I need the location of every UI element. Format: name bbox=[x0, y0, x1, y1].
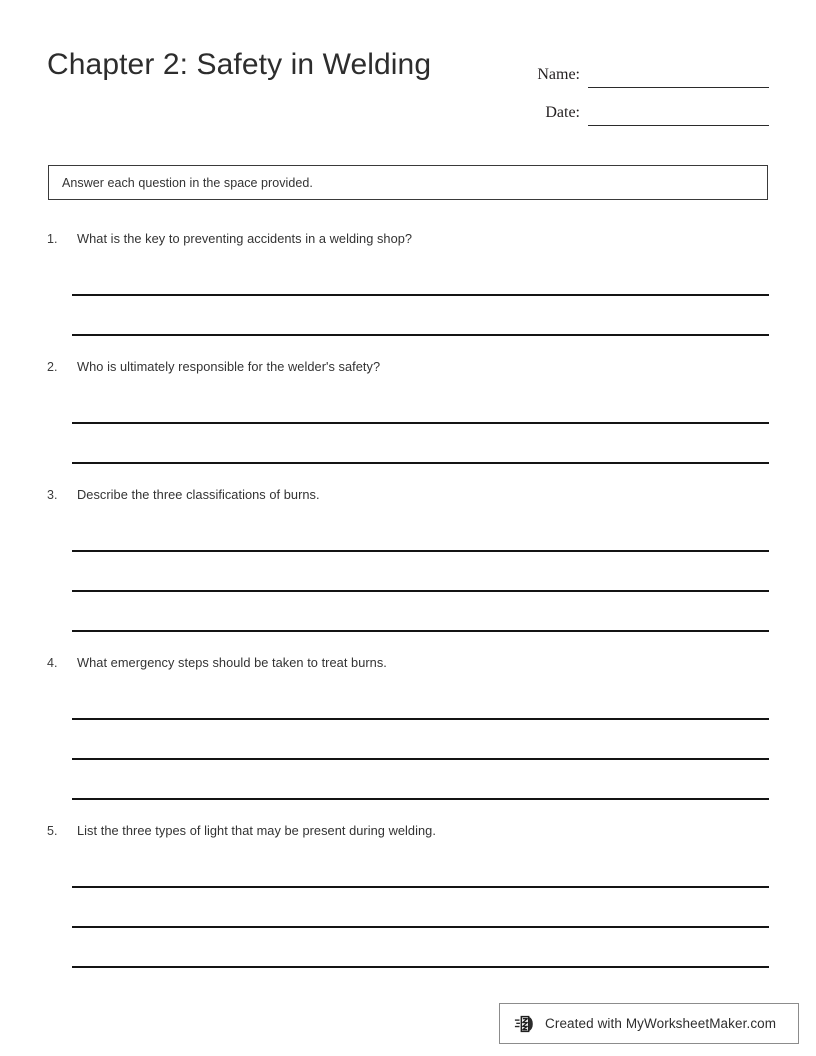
answer-area[interactable] bbox=[47, 256, 769, 336]
answer-line[interactable] bbox=[72, 720, 769, 760]
date-label: Date: bbox=[545, 104, 580, 121]
answer-line[interactable] bbox=[72, 592, 769, 632]
question-text: Describe the three classifications of burns. bbox=[77, 487, 320, 502]
question-number: 1. bbox=[47, 232, 58, 246]
worksheet-header bbox=[47, 44, 769, 124]
answer-line[interactable] bbox=[72, 552, 769, 592]
badge-label: Created with MyWorksheetMaker.com bbox=[545, 1016, 777, 1031]
question-heading bbox=[47, 654, 769, 672]
question-block bbox=[47, 486, 769, 632]
answer-area[interactable] bbox=[47, 384, 769, 464]
question-heading bbox=[47, 358, 769, 376]
answer-line[interactable] bbox=[72, 680, 769, 720]
question-number: 5. bbox=[47, 824, 58, 838]
question-text: Who is ultimately responsible for the welder's safety? bbox=[77, 359, 381, 374]
page-title: Chapter 2: Safety in Welding bbox=[47, 48, 432, 81]
answer-line[interactable] bbox=[72, 512, 769, 552]
question-text: List the three types of light that may be present during welding. bbox=[77, 823, 436, 838]
name-input-line[interactable] bbox=[588, 65, 769, 88]
question-number: 2. bbox=[47, 360, 58, 374]
answer-line[interactable] bbox=[72, 424, 769, 464]
answer-line[interactable] bbox=[72, 760, 769, 800]
question-block bbox=[47, 654, 769, 800]
question-number: 3. bbox=[47, 488, 58, 502]
question-text: What emergency steps should be taken to treat burns. bbox=[77, 655, 387, 670]
instructions-text: Answer each question in the space provided. bbox=[62, 175, 313, 190]
answer-area[interactable] bbox=[47, 680, 769, 800]
answer-line[interactable] bbox=[72, 296, 769, 336]
answer-line[interactable] bbox=[72, 928, 769, 968]
question-heading bbox=[47, 822, 769, 840]
question-heading bbox=[47, 230, 769, 248]
answer-area[interactable] bbox=[47, 848, 769, 968]
question-text: What is the key to preventing accidents in a welding shop? bbox=[77, 231, 413, 246]
answer-line[interactable] bbox=[72, 384, 769, 424]
question-block bbox=[47, 230, 769, 336]
question-block bbox=[47, 822, 769, 968]
question-number: 4. bbox=[47, 656, 58, 670]
name-date-group bbox=[518, 50, 769, 126]
worksheet-maker-logo-icon bbox=[514, 1013, 536, 1035]
instructions-box bbox=[48, 165, 768, 200]
answer-line[interactable] bbox=[72, 888, 769, 928]
name-row bbox=[518, 50, 769, 88]
answer-area[interactable] bbox=[47, 512, 769, 632]
name-label: Name: bbox=[537, 66, 580, 83]
created-with-badge[interactable] bbox=[499, 1003, 799, 1044]
date-input-line[interactable] bbox=[588, 103, 769, 126]
question-block bbox=[47, 358, 769, 464]
questions-list bbox=[47, 230, 769, 990]
date-row bbox=[518, 88, 769, 126]
question-heading bbox=[47, 486, 769, 504]
answer-line[interactable] bbox=[72, 848, 769, 888]
answer-line[interactable] bbox=[72, 256, 769, 296]
